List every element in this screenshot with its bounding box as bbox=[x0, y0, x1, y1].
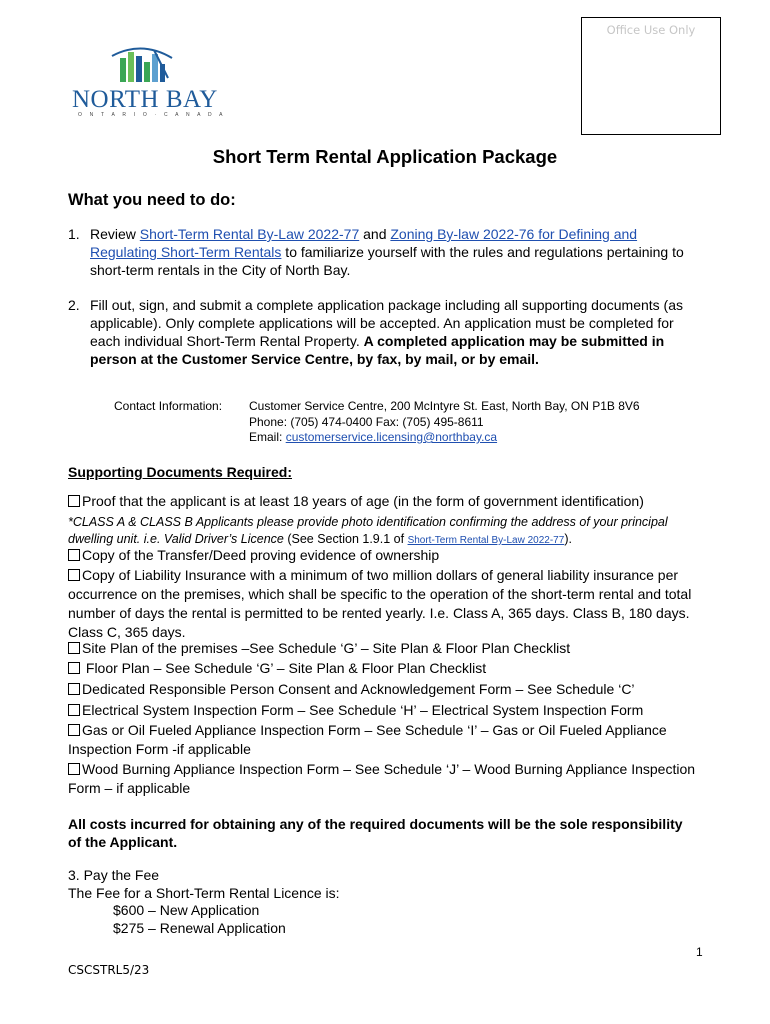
page-number: 1 bbox=[696, 945, 703, 959]
proof-label: Proof that the applicant is at least 18 years of age (in the form of government identification) bbox=[82, 493, 644, 509]
wood-label: Wood Burning Appliance Inspection Form – See Schedule ‘J’ – Wood Burning Appliance Inspection Form – if applicable bbox=[68, 761, 696, 796]
checkbox-proof[interactable] bbox=[68, 495, 80, 507]
checklist-item-transfer bbox=[68, 546, 704, 565]
footer-code: CSCSTRL5/23 bbox=[68, 963, 150, 977]
class-note-end: ). bbox=[564, 532, 572, 546]
responsible-person-label: Dedicated Responsible Person Consent and Acknowledgement Form – See Schedule ‘C’ bbox=[82, 681, 635, 697]
step1-post: to familiarize yourself with the rules and regulations pertaining to short-term rentals in the City of North Bay. bbox=[90, 244, 684, 278]
step1-text bbox=[90, 225, 700, 279]
checkbox-site-plan[interactable] bbox=[68, 642, 80, 654]
fee-intro: The Fee for a Short-Term Rental Licence is: bbox=[68, 885, 340, 901]
page-title: Short Term Rental Application Package bbox=[212, 146, 558, 167]
checklist-item-floor-plan bbox=[68, 659, 704, 678]
class-note-plain: (See Section 1.9.1 of bbox=[283, 532, 408, 546]
office-use-box bbox=[581, 17, 721, 135]
supporting-documents-heading: Supporting Documents Required: bbox=[68, 464, 292, 480]
checklist-item-responsible-person bbox=[68, 680, 704, 699]
checkbox-gas[interactable] bbox=[68, 724, 80, 736]
costs-note: All costs incurred for obtaining any of the required documents will be the sole responsibility of the Applicant. bbox=[68, 816, 683, 850]
contact-email-label: Email: bbox=[249, 430, 286, 444]
step2-text bbox=[90, 296, 700, 368]
class-note-italic: *CLASS A & CLASS B Applicants please provide photo identification confirming the address of your principal dwelling unit. i.e. Valid Driver’s Licence bbox=[68, 515, 668, 546]
logo-wordmark: NORTH BAY bbox=[72, 86, 218, 113]
insurance-label: Copy of Liability Insurance with a minimum of two million dollars of general liability insurance per occurrence on the premises, which shall be specific to the operation of the short-term rental and total number of days the rental is permitted to be rented yearly. I.e. Class A, 365 days. Class B, 180 days. Class C, 365 days. bbox=[68, 567, 692, 640]
fee-new: $600 – New Application bbox=[113, 902, 260, 918]
contact-label: Contact Information: bbox=[114, 399, 223, 413]
contact-email-line bbox=[249, 430, 640, 446]
checklist-item-gas bbox=[68, 721, 704, 759]
fee-heading: 3. Pay the Fee bbox=[68, 867, 160, 883]
contact-phone: Phone: (705) 474-0400 Fax: (705) 495-8611 bbox=[249, 414, 484, 429]
contact-details bbox=[249, 399, 640, 446]
checklist-item-wood bbox=[68, 760, 704, 798]
step1-pre: Review bbox=[90, 226, 140, 242]
checklist-item-insurance bbox=[68, 566, 704, 642]
checklist-item-site-plan bbox=[68, 639, 704, 658]
checklist-item-electrical bbox=[68, 701, 704, 720]
checklist-item-proof bbox=[68, 492, 704, 511]
checkbox-responsible-person[interactable] bbox=[68, 683, 80, 695]
gas-label: Gas or Oil Fueled Appliance Inspection Form – See Schedule ‘I’ – Gas or Oil Fueled Appliance Inspection Form -if applicable bbox=[68, 722, 667, 757]
step2-number: 2. bbox=[68, 297, 80, 313]
bylaw-2022-77-note-link[interactable]: Short-Term Rental By-Law 2022-77 bbox=[407, 535, 565, 546]
checkbox-insurance[interactable] bbox=[68, 569, 80, 581]
contact-email-link[interactable]: customerservice.licensing@northbay.ca bbox=[285, 430, 498, 444]
section-heading: What you need to do: bbox=[68, 191, 236, 209]
checkbox-floor-plan[interactable] bbox=[68, 662, 80, 674]
step2-bold: A completed application may be submitted in person at the Customer Service Centre, by fax, by mail, or by email. bbox=[90, 333, 665, 367]
checkbox-wood[interactable] bbox=[68, 763, 80, 775]
contact-address: Customer Service Centre, 200 McIntyre St. East, North Bay, ON P1B 8V6 bbox=[249, 399, 640, 413]
checkbox-transfer[interactable] bbox=[68, 549, 80, 561]
step1-mid: and bbox=[359, 226, 391, 242]
floor-plan-label: Floor Plan – See Schedule ‘G’ – Site Plan & Floor Plan Checklist bbox=[82, 660, 487, 676]
bylaw-2022-77-link[interactable]: Short-Term Rental By-Law 2022-77 bbox=[139, 226, 360, 242]
electrical-label: Electrical System Inspection Form – See Schedule ‘H’ – Electrical System Inspection Form bbox=[82, 702, 644, 718]
step1-number: 1. bbox=[68, 226, 80, 242]
step2-body: Fill out, sign, and submit a complete application package including all supporting documents (as applicable). Only complete applications will be accepted. An application must be completed for each individual Short-Term Rental Property. bbox=[90, 297, 684, 349]
zoning-bylaw-2022-76-link[interactable]: Zoning By-law 2022-76 for Defining and Regulating Short-Term Rentals bbox=[90, 226, 638, 260]
site-plan-label: Site Plan of the premises –See Schedule ‘G’ – Site Plan & Floor Plan Checklist bbox=[82, 640, 571, 656]
class-note bbox=[68, 514, 708, 549]
checkbox-electrical[interactable] bbox=[68, 704, 80, 716]
fee-renewal: $275 – Renewal Application bbox=[113, 920, 286, 936]
fee-section bbox=[68, 866, 340, 902]
transfer-label: Copy of the Transfer/Deed proving evidence of ownership bbox=[82, 547, 440, 563]
logo-subtitle: O N T A R I O · C A N A D A bbox=[78, 112, 226, 118]
office-use-label: Office Use Only bbox=[606, 23, 696, 37]
